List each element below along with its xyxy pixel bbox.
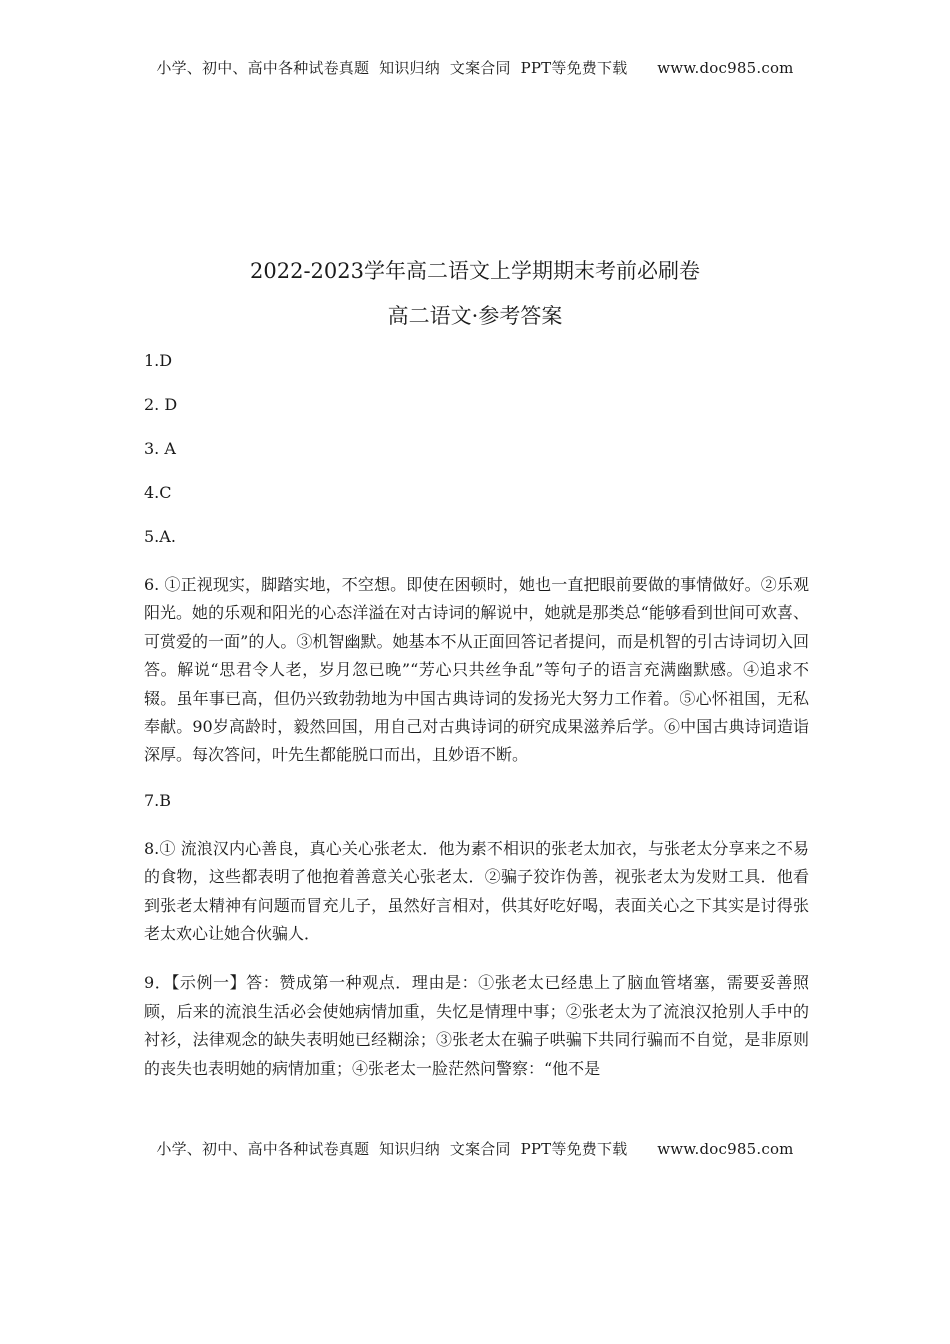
answer-paragraph: 9．【示例一】答：赞成第一种观点．理由是：①张老太已经患上了脑血管堵塞，需要妥善照顾，后来的流浪生活必会使她病情加重，失忆是情理中事；②张老太为了流浪汉抢别人手中的衬衫，法律观念的缺失表明她已经糊涂；③张老太在骗子哄骗下共同行骗而不自觉，是非原则的丧失也表明她的病情加重；④张老太一脸茫然问警察：“他不是 [144,973,809,1078]
answer-item: 2. D [144,395,178,414]
answer-item: 5.A. [144,527,176,546]
answer-content [144,351,809,1104]
page-footer: 小学、初中、高中各种试卷真题 知识归纳 文案合同 PPT等免费下载 www.doc985.com [156,1140,794,1158]
answer-item: 7.B [144,790,172,810]
document-subtitle: 高二语文·参考答案 [387,304,563,328]
answer-paragraph: 6. ①正视现实，脚踏实地，不空想。即使在困顿时，她也一直把眼前要做的事情做好。②乐观阳光。她的乐观和阳光的心态洋溢在对古诗词的解说中，她就是那类总“能够看到世间可欢喜、可赏爱的一面”的人。③机智幽默。她基本不从正面回答记者提问，而是机智的引古诗词切入回答。解说“思君令人老，岁月忽已晚”“芳心只共丝争乱”等句子的语言充满幽默感。④追求不辍。虽年事已高，但仍兴致勃勃地为中国古典诗词的发扬光大努力工作着。⑤心怀祖国，无私奉献。90岁高龄时，毅然回国，用自己对古典诗词的研究成果滋养后学。⑥中国古典诗词造诣深厚。每次答问，叶先生都能脱口而出，且妙语不断。 [144,575,809,765]
page-header: 小学、初中、高中各种试卷真题 知识归纳 文案合同 PPT等免费下载 www.doc985.com [156,59,794,77]
document-title: 2022-2023学年高二语文上学期期末考前必刷卷 [250,259,700,283]
answer-paragraph: 8.① 流浪汉内心善良，真心关心张老太．他为素不相识的张老太加衣，与张老太分享来之不易的食物，这些都表明了他抱着善意关心张老太．②骗子狡诈伪善，视张老太为发财工具．他看到张老太精神有问题而冒充儿子，虽然好言相对，供其好吃好喝，表面关心之下其实是讨得张老太欢心让她合伙骗人． [144,838,809,944]
answer-item: 3. A [144,439,176,458]
answer-item: 4.C [144,483,172,502]
answer-item: 1.D [144,351,173,370]
